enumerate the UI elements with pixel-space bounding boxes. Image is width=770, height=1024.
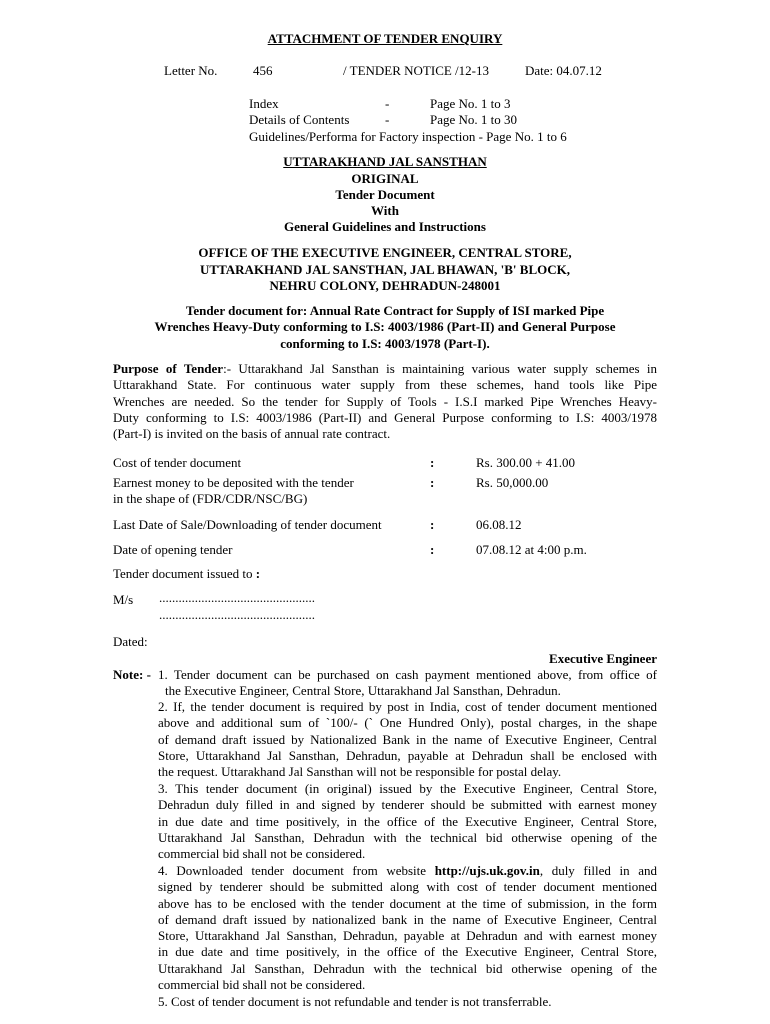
detail-emd-label: Earnest money to be deposited with the tender — [113, 475, 354, 490]
tender-for-line-2: Wrenches Heavy-Duty conforming to I.S: 4003/1986 (Part-II) and General Purpose — [154, 319, 616, 334]
detail-lastdate-label: Last Date of Sale/Downloading of tender document — [113, 517, 382, 532]
issued-to-label: Tender document issued to — [113, 566, 256, 581]
letter-date: Date: 04.07.12 — [525, 63, 602, 78]
ms-label: M/s — [113, 592, 134, 607]
org-original: ORIGINAL — [351, 171, 419, 186]
note-4 — [158, 863, 657, 993]
detail-cost-value: Rs. 300.00 + 41.00 — [476, 455, 576, 470]
index-label: Index — [249, 96, 279, 111]
tender-notice: / TENDER NOTICE /12-13 — [343, 63, 489, 78]
purpose-line-1: Purpose of Tender:- Uttarakhand Jal Sansthan is maintaining various water supply schemes in — [113, 361, 658, 376]
note-3 — [158, 781, 657, 862]
website-link[interactable]: http://ujs.uk.gov.in — [434, 863, 540, 878]
purpose-line-5: (Part-I) is invited on the basis of annual rate contract. — [113, 426, 391, 442]
dated-label: Dated: — [113, 634, 148, 649]
office-line-1: OFFICE OF THE EXECUTIVE ENGINEER, CENTRAL STORE, — [198, 245, 572, 260]
note-4-line-1: 4. Downloaded tender document from website http://ujs.uk.gov.in, duly filled in and — [158, 863, 658, 878]
detail-lastdate-colon: : — [430, 517, 435, 532]
ms-dots-1: ................................................ — [159, 590, 315, 605]
contents-dash: - — [385, 112, 390, 127]
org-name: UTTARAKHAND JAL SANSTHAN — [283, 154, 487, 169]
tender-for-line-3: conforming to I.S: 4003/1978 (Part-I). — [280, 336, 490, 351]
note-4-line-4: of demand draft issued by nationalized bank in the name of Executive Engineer, Central — [158, 911, 657, 927]
index-dash: - — [385, 96, 390, 111]
note-1-line-1: 1. Tender document can be purchased on cash payment mentioned above, from office of — [158, 667, 657, 682]
note-4-line-6: in due date and time positively, in the office of the Executive Engineer, Central Store, — [158, 944, 657, 960]
note-1-line-2: the Executive Engineer, Central Store, Uttarakhand Jal Sansthan, Dehradun. — [165, 683, 561, 699]
ms-dots-2: ................................................ — [159, 607, 315, 622]
purpose-line-4: Duty conforming to I.S: 4003/1986 (Part-II) and General Purpose conforming to I.S: 4003/1978 — [113, 409, 657, 425]
org-with: With — [371, 203, 399, 218]
note-3-line-3: in due date and time positively, in the office of the Executive Engineer, Central Store, — [158, 813, 657, 829]
signatory: Executive Engineer — [549, 651, 657, 666]
detail-opening-colon: : — [430, 542, 435, 557]
note-3-line-5: commercial bid shall not be considered. — [158, 846, 366, 862]
letter-label: Letter No. — [164, 63, 218, 78]
detail-emd-value: Rs. 50,000.00 — [476, 475, 549, 490]
org-doc: Tender Document — [335, 187, 435, 202]
purpose-paragraph — [113, 361, 657, 442]
note-2-line-3: of demand draft issued by Nationalized Bank in the name of Executive Engineer, Central — [158, 731, 657, 747]
note-1 — [158, 667, 657, 700]
purpose-line-3: Wrenches are needed. So the tender for Supply of Tools - I.S.I marked Pipe Wrenches Heavy- — [113, 393, 657, 409]
note-2-line-1: 2. If, the tender document is required by post in India, cost of tender document mentioned — [158, 699, 657, 714]
detail-cost-label: Cost of tender document — [113, 455, 242, 470]
tender-for-line-1: Tender document for: Annual Rate Contract for Supply of ISI marked Pipe — [185, 303, 605, 318]
note-4-line-2: signed by tenderer should be submitted along with cost of tender document mentioned — [158, 879, 657, 895]
office-line-3: NEHRU COLONY, DEHRADUN-248001 — [269, 278, 501, 293]
detail-opening-label: Date of opening tender — [113, 542, 233, 557]
note-4-line-3: above has to be enclosed with the tender document at the time of submission, in the form — [158, 895, 657, 911]
guidelines-line: Guidelines/Performa for Factory inspection - Page No. 1 to 6 — [249, 129, 567, 144]
issued-to — [113, 566, 260, 582]
letter-number: 456 — [253, 63, 273, 78]
note-3-line-4: Uttarakhand Jal Sansthan, Dehradun with the technical bid otherwise opening of the — [158, 829, 657, 845]
note-2-line-4: Store, Uttarakhand Jal Sansthan, Dehradun, payable at Dehradun shall be enclosed with — [158, 747, 657, 763]
detail-lastdate-value: 06.08.12 — [476, 517, 522, 532]
note-2-line-5: the request. Uttarakhand Jal Sansthan will not be responsible for postal delay. — [158, 764, 562, 780]
detail-emd-label-2: in the shape of (FDR/CDR/NSC/BG) — [113, 491, 308, 506]
index-pages: Page No. 1 to 3 — [430, 96, 511, 111]
purpose-label: Purpose of Tender — [113, 361, 224, 376]
note-5 — [158, 994, 657, 1010]
note-3-line-2: Dehradun duly filled in and signed by tenderer should be submitted with earnest money — [158, 797, 657, 813]
office-line-2: UTTARAKHAND JAL SANSTHAN, JAL BHAWAN, 'B' BLOCK, — [200, 262, 570, 277]
purpose-line-2: Uttarakhand State. For continuous water supply from these schemes, hand tools like Pipe — [113, 377, 657, 393]
contents-pages: Page No. 1 to 30 — [430, 112, 518, 127]
detail-emd-colon: : — [430, 475, 435, 490]
note-2 — [158, 699, 657, 780]
note-4-line-8: commercial bid shall not be considered. — [158, 977, 366, 993]
detail-cost-colon: : — [430, 455, 435, 470]
note-2-line-2: above and additional sum of `100/- (` One Hundred Only), postal charges, in the shape — [158, 715, 657, 731]
issued-to-colon: : — [255, 566, 261, 581]
document-title: ATTACHMENT OF TENDER ENQUIRY — [267, 31, 503, 46]
note-3-line-1: 3. This tender document (in original) issued by the Executive Engineer, Central Store, — [158, 781, 657, 796]
contents-label: Details of Contents — [249, 112, 350, 127]
detail-opening-value: 07.08.12 at 4:00 p.m. — [476, 542, 587, 557]
note-4-line-5: Store, Uttarakhand Jal Sansthan, Dehradun, payable at Dehradun and with earnest money — [158, 928, 657, 944]
org-guidelines: General Guidelines and Instructions — [284, 219, 486, 234]
note-label: Note: - — [113, 667, 151, 682]
note-4-line-7: Uttarakhand Jal Sansthan, Dehradun with the technical bid otherwise opening of the — [158, 960, 657, 976]
note-5-line-1: 5. Cost of tender document is not refundable and tender is not transferrable. — [158, 994, 552, 1009]
